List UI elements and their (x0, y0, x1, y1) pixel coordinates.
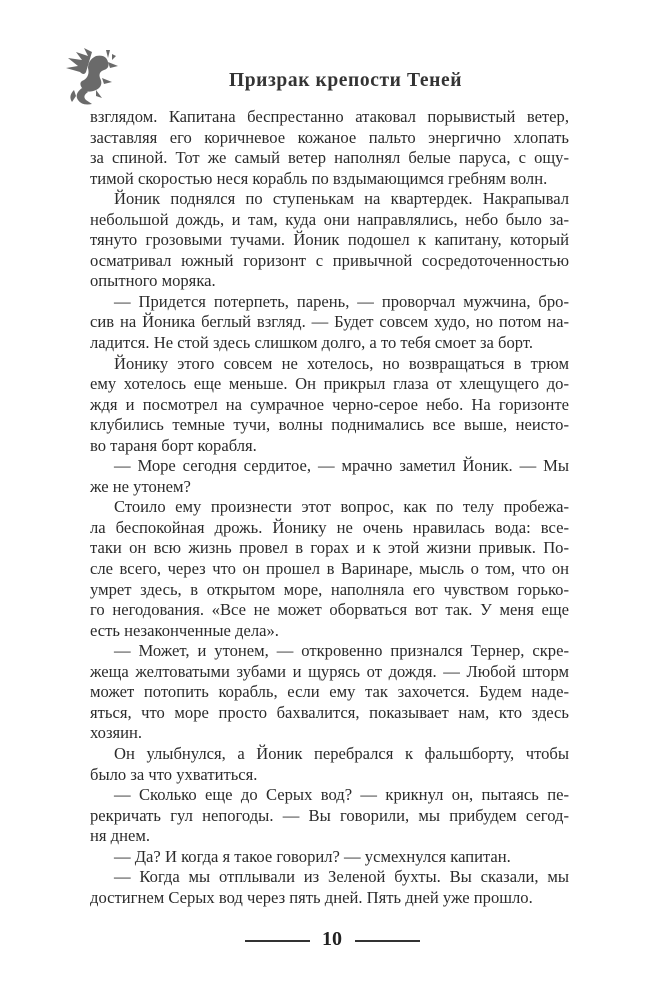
text-line: сле всего, через что он прошел в Варинаре, мысль о том, что он (90, 559, 569, 579)
text-line: достигнем Серых вод через пять дней. Пять дней уже прошло. (90, 887, 533, 907)
text-line: — Сколько еще до Серых вод? — крикнул он, пытаясь пе- (114, 785, 569, 805)
text-line: ему хотелось еще меньше. Он прикрыл глаза от хлещущего до- (90, 374, 569, 394)
text-line: во тараня борт корабля. (90, 435, 257, 455)
text-line: — Придется потерпеть, парень, — проворчал мужчина, бро- (114, 291, 569, 311)
text-line: рекричать гул непогоды. — Вы говорили, мы прибудем сегод- (90, 805, 569, 825)
text-line: ла беспокойная дрожь. Йонику не очень нравилась вода: все- (90, 517, 569, 537)
paragraph (90, 785, 569, 847)
text-line: таки он всю жизнь провел в горах и к этой жизни привык. По- (90, 538, 569, 558)
text-line: может потопить корабль, если ему так захочется. Будем наде- (90, 682, 569, 702)
text-line: заставляя его коричневое кожаное пальто энергично хлопать (90, 127, 569, 147)
paragraph (90, 292, 569, 354)
text-line: клубились темные тучи, волны поднимались все выше, неисто- (90, 415, 569, 435)
text-line: — Море сегодня сердитое, — мрачно заметил Йоник. — Мы (114, 456, 569, 476)
text-line: Стоило ему произнести этот вопрос, как по телу пробежа- (114, 497, 569, 517)
text-line: тянуто грозовыми тучами. Йоник подошел к капитану, который (90, 230, 569, 250)
text-line: — Когда мы отплывали из Зеленой бухты. Вы сказали, мы (114, 867, 569, 887)
text-line: тимой скоростью неся корабль по вздымающимся гребням волн. (90, 168, 548, 188)
paragraph (90, 744, 569, 785)
paragraph (90, 354, 569, 457)
page-number: 10 (322, 928, 342, 950)
text-line: — Может, и утонем, — откровенно признался Тернер, скре- (114, 641, 569, 661)
text-line: взглядом. Капитана беспрестанно атаковал порывистый ветер, (90, 107, 569, 126)
paragraph (90, 107, 569, 189)
text-line: есть незаконченные дела». (90, 620, 279, 640)
paragraph (90, 867, 569, 908)
text-line: ладится. Не стой здесь слишком долго, а то тебя смоет за борт. (90, 333, 534, 353)
footer-rule-right (355, 940, 420, 942)
paragraph (90, 847, 569, 868)
page-footer (0, 928, 651, 952)
page-body-text (90, 107, 569, 908)
text-line: за спиной. Тот же самый ветер наполнял белые паруса, с ощу- (90, 148, 569, 168)
text-line: го негодования. «Все не может оборваться вот так. У меня еще (90, 600, 569, 620)
text-line: опытного моряка. (90, 271, 216, 291)
text-line: яться, что море просто бахвалится, показывает нам, кто здесь (90, 702, 569, 722)
text-line: ня днем. (90, 826, 150, 846)
running-header-title: Призрак крепости Теней (228, 70, 463, 91)
text-line: — Да? И когда я такое говорил? — усмехнулся капитан. (114, 846, 511, 866)
text-line: ждя и посмотрел на сумрачное черно-серое небо. На горизонте (90, 394, 569, 414)
text-line: Он улыбнулся, а Йоник перебрался к фальшборту, чтобы (114, 743, 569, 763)
paragraph (90, 456, 569, 497)
text-line: умрет здесь, в открытом море, наполняла его чувством горько- (90, 579, 569, 599)
text-line: осматривал южный горизонт с привычной сосредоточенностью (90, 250, 569, 270)
footer-rule-left (245, 940, 310, 942)
text-line: Йоник поднялся по ступенькам на квартердек. Накрапывал (114, 189, 569, 209)
paragraph (90, 641, 569, 744)
text-line: жеща желтоватыми зубами и щурясь от дождя. — Любой шторм (90, 661, 569, 681)
text-line: сив на Йоника беглый взгляд. — Будет совсем худо, но потом на- (90, 312, 569, 332)
paragraph (90, 497, 569, 641)
text-line: Йонику этого совсем не хотелось, но возвращаться в трюм (114, 353, 569, 373)
text-line: было за что ухватиться. (90, 764, 258, 784)
text-line: же не утонем? (90, 476, 191, 496)
paragraph (90, 189, 569, 292)
text-line: хозяин. (90, 723, 143, 743)
text-line: небольшой дождь, и там, куда они направлялись, небо было за- (90, 209, 569, 229)
